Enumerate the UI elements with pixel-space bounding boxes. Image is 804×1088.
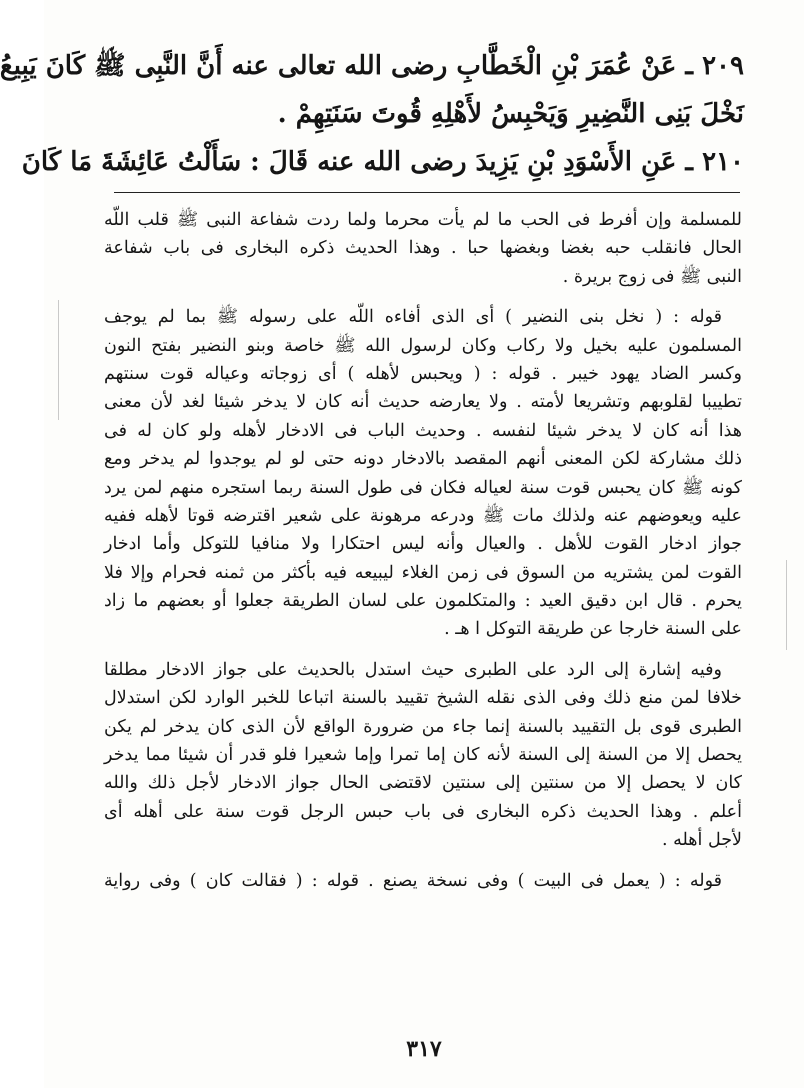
commentary-line: تطييبا لقلوبهم وتشريعا لأمته . ولا يعارضه حديث أنه كان لا يدخر شيئا لغد لأن معنى xyxy=(104,392,742,413)
commentary-block xyxy=(104,206,742,907)
hadith-line: ٢٠٩ ـ عَنْ عُمَرَ بْنِ الْخَطَّابِ رضى الله تعالى عنه أَنَّ النَّبِى ﷺ كَانَ يَبِيعُ xyxy=(0,51,744,81)
commentary-line: قوله : ( يعمل فى البيت ) وفى نسخة يصنع . قوله : ( فقالت كان ) وفى رواية xyxy=(104,870,722,891)
commentary-line: خلافا لمن منع ذلك وفى الذى نقله الشيخ تقييد بالسنة اتباعا للخبر الوارد لكن استدلال xyxy=(104,688,742,709)
commentary-line: الحال فانقلب حبه بغضا وبغضها حبا . وهذا الحديث ذكره البخارى فى باب شفاعة xyxy=(104,238,742,259)
hadith-text-block xyxy=(0,42,744,186)
commentary-line: كونه ﷺ كان يحبس قوت سنة لعياله فكان فى طول السنة ربما استجره منهم لمن يرد xyxy=(104,477,742,498)
commentary-line: المسلمون عليه بخيل ولا ركاب وكان لرسول الله ﷺ خاصة وبنو النضير بفتح النون xyxy=(104,335,742,356)
commentary-line: القوت لمن يشتريه من السوق فى زمن الغلاء ليبيعه فيه بأكثر من ثمنه فحرام وإلا فلا xyxy=(104,562,742,583)
hadith-line: ٢١٠ ـ عَنِ الأَسْوَدِ بْنِ يَزِيدَ رضى الله عنه قَالَ : سَأَلْتُ عَائِشَةَ مَا كَانَ xyxy=(21,147,744,177)
commentary-line: كان لا يحصل إلا من سنتين إلى سنتين لاقتضى الحال جواز الادخار لأجل ذلك والله xyxy=(104,773,742,794)
commentary-paragraph xyxy=(104,303,742,644)
commentary-line: النبى ﷺ فى زوج بريرة . xyxy=(562,266,742,287)
commentary-line: للمسلمة وإن أفرط فى الحب ما لم يأت محرما ولما ردت شفاعة النبى ﷺ قلب اللّه xyxy=(104,210,742,230)
commentary-line: ذلك مشاركة لكن المعنى أنهم المقصد بالادخار دونه حتى لو لم يوجدوا لم يدخر ومع xyxy=(104,449,742,470)
hadith-line: نَخْلَ بَنِى النَّضِيرِ وَيَحْبِسُ لأَهْلِهِ قُوتَ سَنَتِهِمْ . xyxy=(277,99,744,129)
commentary-line: قوله : ( نخل بنى النضير ) أى الذى أفاءه اللّه على رسوله ﷺ بما لم يوجف xyxy=(104,307,722,328)
commentary-line: أعلم . وهذا الحديث ذكره البخارى فى باب حبس الرجل قوت سنة على أهله أى xyxy=(104,801,742,822)
commentary-line: يحرم . قال ابن دقيق العيد : والمتكلمون على لسان الطريقة جعلوا أو بعضهم ما زاد xyxy=(104,591,742,612)
commentary-line: هذا أنه كان لا يدخر شيئا لنفسه . وحديث الباب فى الادخار لأهله ولو كان له فى xyxy=(104,420,742,441)
scan-artifact-line xyxy=(58,300,59,420)
commentary-paragraph xyxy=(104,656,742,855)
section-divider xyxy=(114,192,740,193)
commentary-line: يحصل إلا من السنة إلى السنة لأنه كان إما تمرا وإما شعيرا فلو قدر أن شيئا مما يدخر xyxy=(104,745,742,766)
scan-artifact-line xyxy=(786,560,787,650)
commentary-line: جواز ادخار القوت للأهل . والعيال وأنه ليس احتكارا ولا منافيا للتوكل وأما ادخار xyxy=(104,534,742,555)
commentary-paragraph xyxy=(104,867,742,895)
commentary-line: لأجل أهله . xyxy=(661,830,742,851)
commentary-line: عليه ويعوضهم عنه ولذلك مات ﷺ ودرعه مرهونة على شعير اقترضه قوتا لأهله ففيه xyxy=(104,505,742,526)
commentary-line: وفيه إشارة إلى الرد على الطبرى حيث استدل بالحديث على جواز الادخار مطلقا xyxy=(104,659,722,680)
commentary-line: على السنة خارجا عن طريقة التوكل ا هـ . xyxy=(444,619,742,640)
commentary-line: وكسر الضاد يهود خيبر . قوله : ( ويحبس لأهله ) أى زوجاته وعياله قوت سنتهم xyxy=(104,363,742,384)
commentary-line: الطبرى قوى بل التقييد بالسنة إنما جاء من ضرورة الواقع لأن الذى كان يدخر لم يكن xyxy=(104,716,742,737)
commentary-paragraph xyxy=(104,206,742,291)
page-number: ٣١٧ xyxy=(406,1036,442,1062)
